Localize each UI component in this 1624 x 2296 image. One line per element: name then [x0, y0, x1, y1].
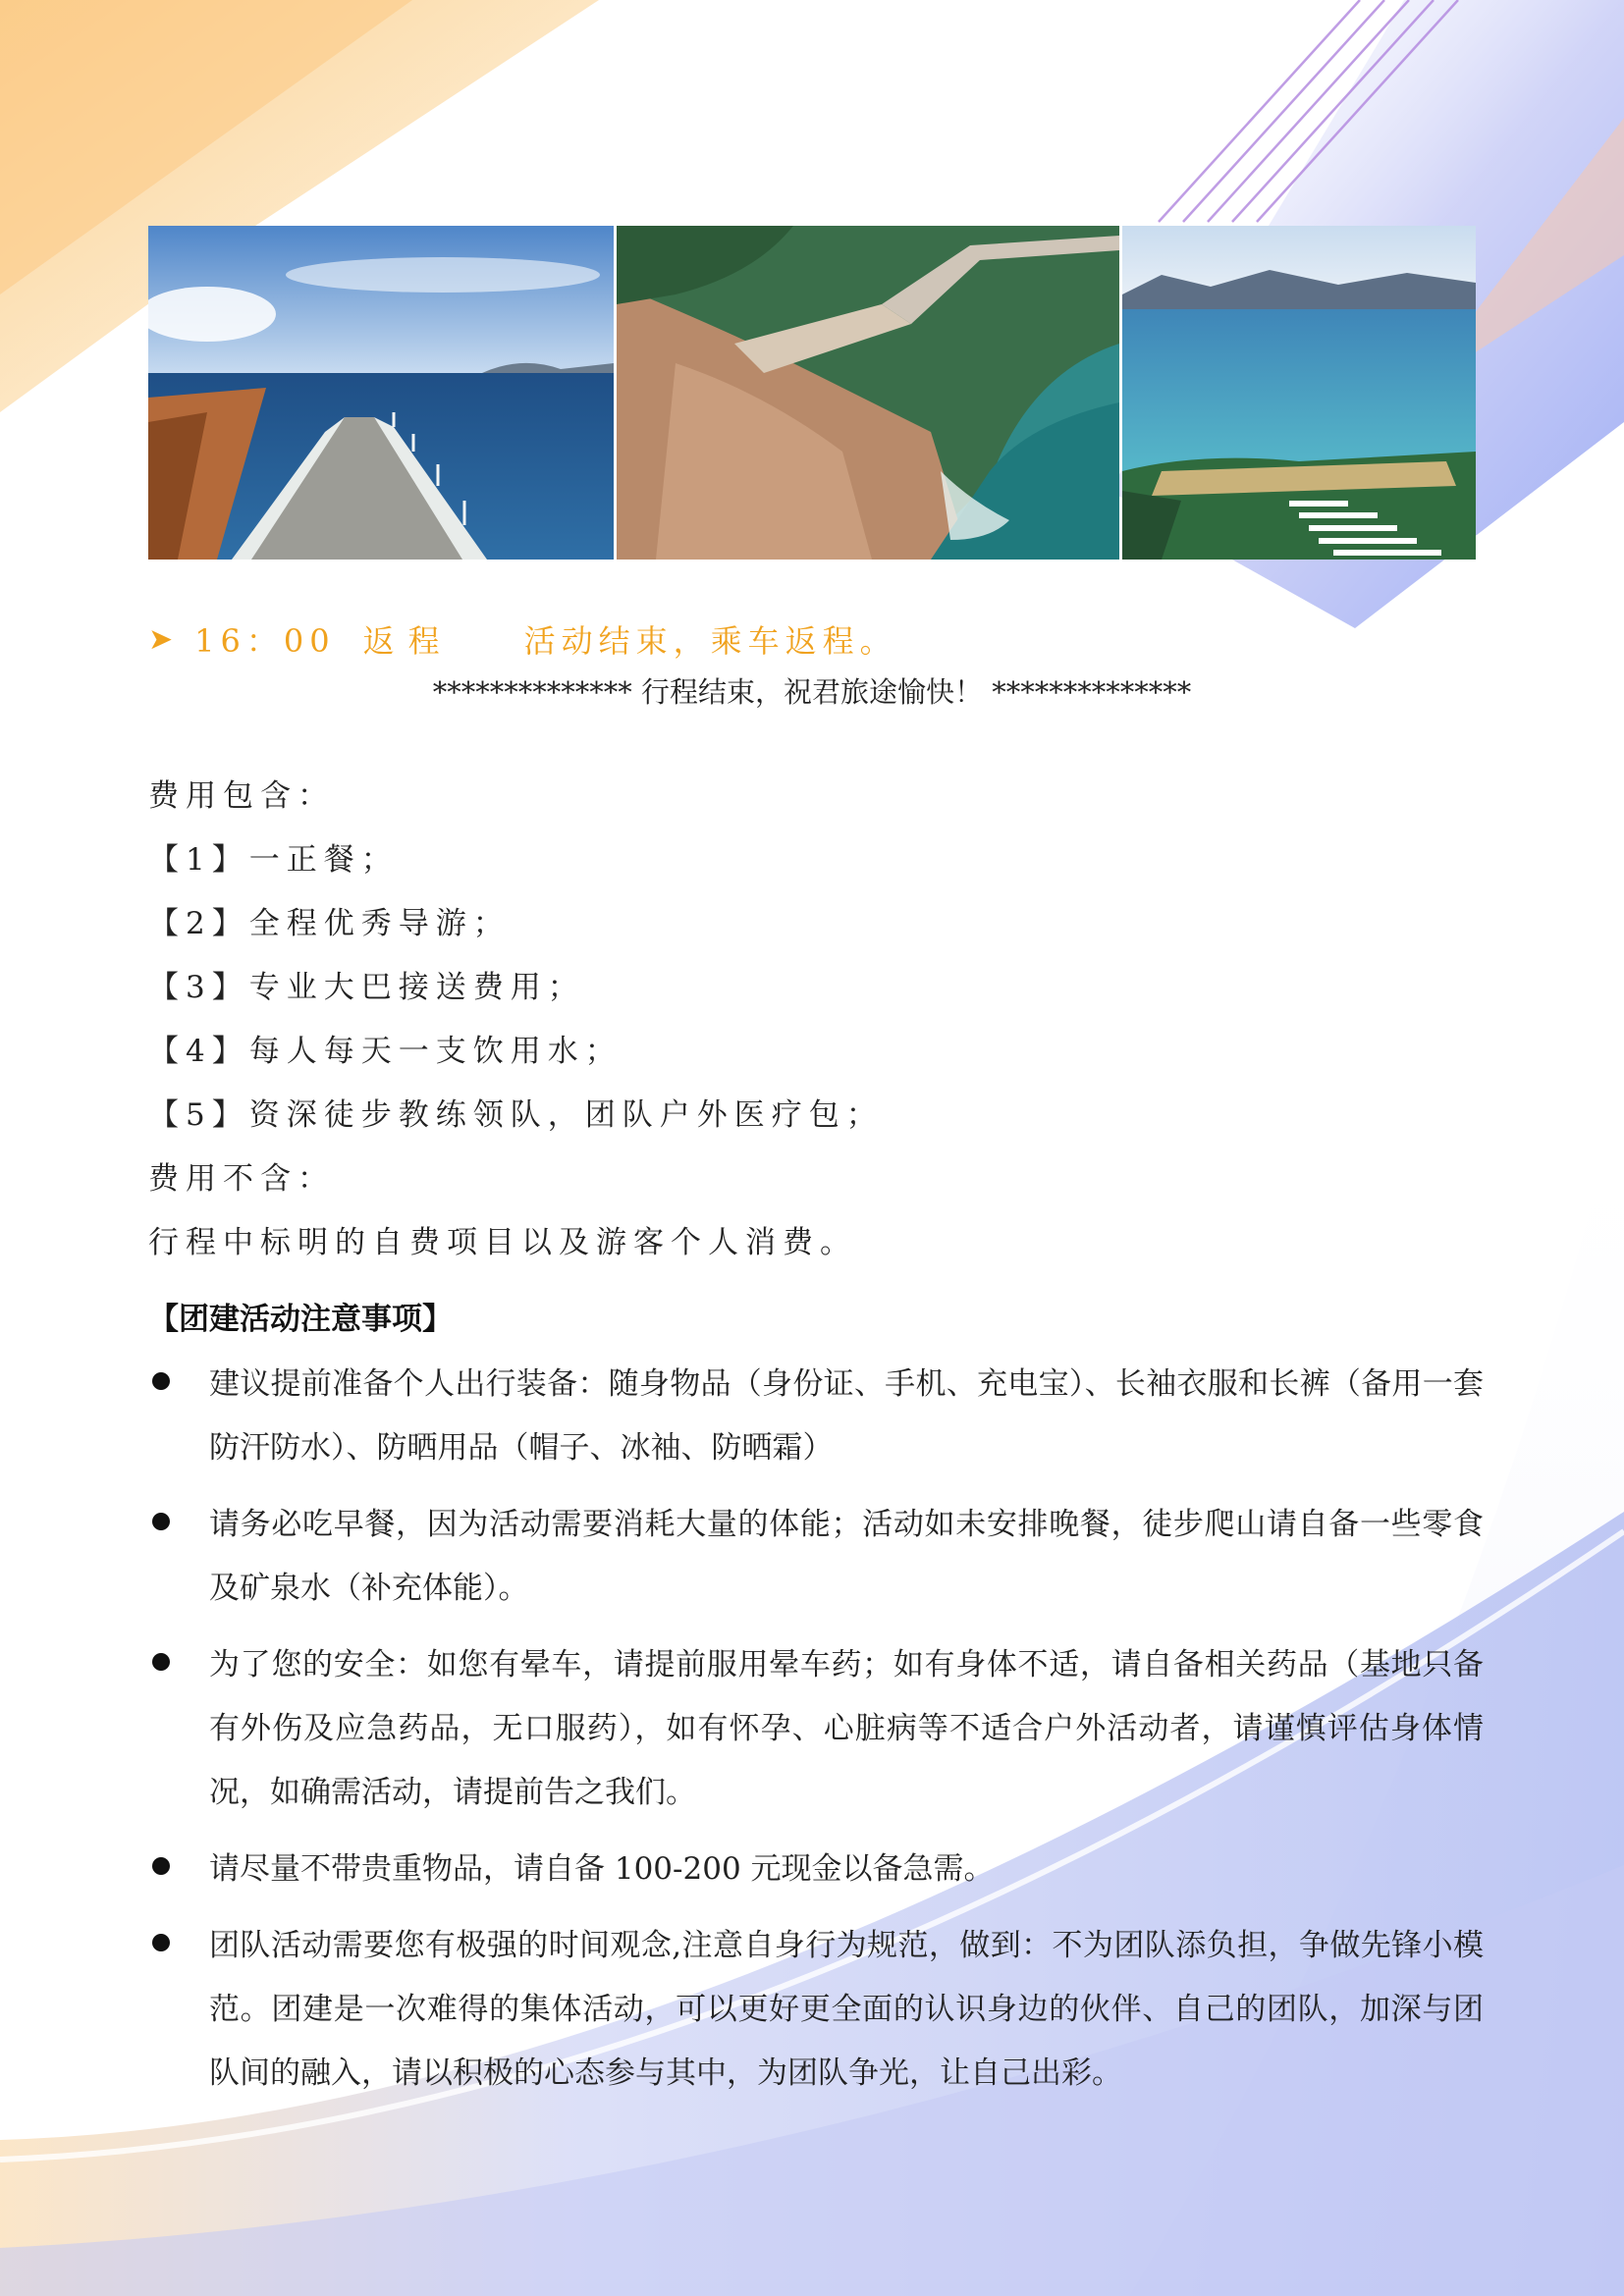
note-text: 请务必吃早餐，因为活动需要消耗大量的体能；活动如未安排晚餐，徒步爬山请自备一些零食及矿泉水（补充体能）。 [209, 1507, 1484, 1606]
fee-included-item: 【4】每人每天一支饮用水； [148, 1034, 623, 1069]
schedule-description: 活动结束，乘车返程。 [523, 622, 897, 660]
note-item [148, 1353, 1484, 1480]
schedule-time: 16：00 [194, 622, 336, 660]
fee-included-item: 【1】一正餐； [148, 842, 399, 878]
schedule-label: 返程 [362, 622, 454, 660]
note-text: 为了您的安全：如您有晕车，请提前服用晕车药；如有身体不适，请自备相关药品（基地只备有外伤及应急药品，无口服药），如有怀孕、心脏病等不适合户外活动者，请谨慎评估身体情况，如确需活动，请提前告之我们。 [209, 1647, 1484, 1810]
bullet-dot-icon [152, 1372, 170, 1390]
note-text: 请尽量不带贵重物品，请自备 100-200 元现金以备急需。 [209, 1851, 995, 1887]
bullet-dot-icon [152, 1934, 170, 1951]
fees-excluded-title: 费用不含： [148, 1161, 335, 1197]
fee-included-item: 【2】全程优秀导游； [148, 906, 511, 941]
note-item [148, 1838, 1484, 1901]
fee-included-item: 【5】资深徒步教练领队，团队户外医疗包； [148, 1097, 884, 1133]
bullet-dot-icon [152, 1653, 170, 1671]
photo-strip [148, 226, 1476, 560]
fees-included-title: 费用包含： [148, 778, 335, 814]
fee-included-item: 【3】专业大巴接送费用； [148, 970, 585, 1005]
note-item [148, 1633, 1484, 1825]
photo-coastal-boardwalk [148, 226, 614, 560]
itinerary-end-line: ************** 行程结束，祝君旅途愉快！ ************** [432, 675, 1192, 709]
note-item [148, 1493, 1484, 1621]
notes-title: 【团建活动注意事项】 [148, 1302, 453, 1337]
note-item [148, 1914, 1484, 2106]
notes-list [148, 1353, 1484, 2118]
schedule-return [148, 616, 897, 662]
bullet-dot-icon [152, 1513, 170, 1530]
fees-excluded-text: 行程中标明的自费项目以及游客个人消费。 [148, 1225, 857, 1260]
photo-aerial-rocky-coast [617, 226, 1119, 560]
arrow-bullet-icon: ➤ [148, 621, 174, 657]
bullet-dot-icon [152, 1857, 170, 1875]
note-text: 建议提前准备个人出行装备：随身物品（身份证、手机、充电宝）、长袖衣服和长裤（备用一套防汗防水）、防晒用品（帽子、冰袖、防晒霜） [209, 1366, 1484, 1466]
fee-section [148, 772, 884, 1282]
photo-marina-bay [1122, 226, 1476, 560]
note-text: 团队活动需要您有极强的时间观念,注意自身行为规范，做到：不为团队添负担，争做先锋小模范。团建是一次难得的集体活动，可以更好更全面的认识身边的伙伴、自己的团队，加深与团队间的融入，请以积极的心态参与其中，为团队争光，让自己出彩。 [209, 1928, 1484, 2091]
